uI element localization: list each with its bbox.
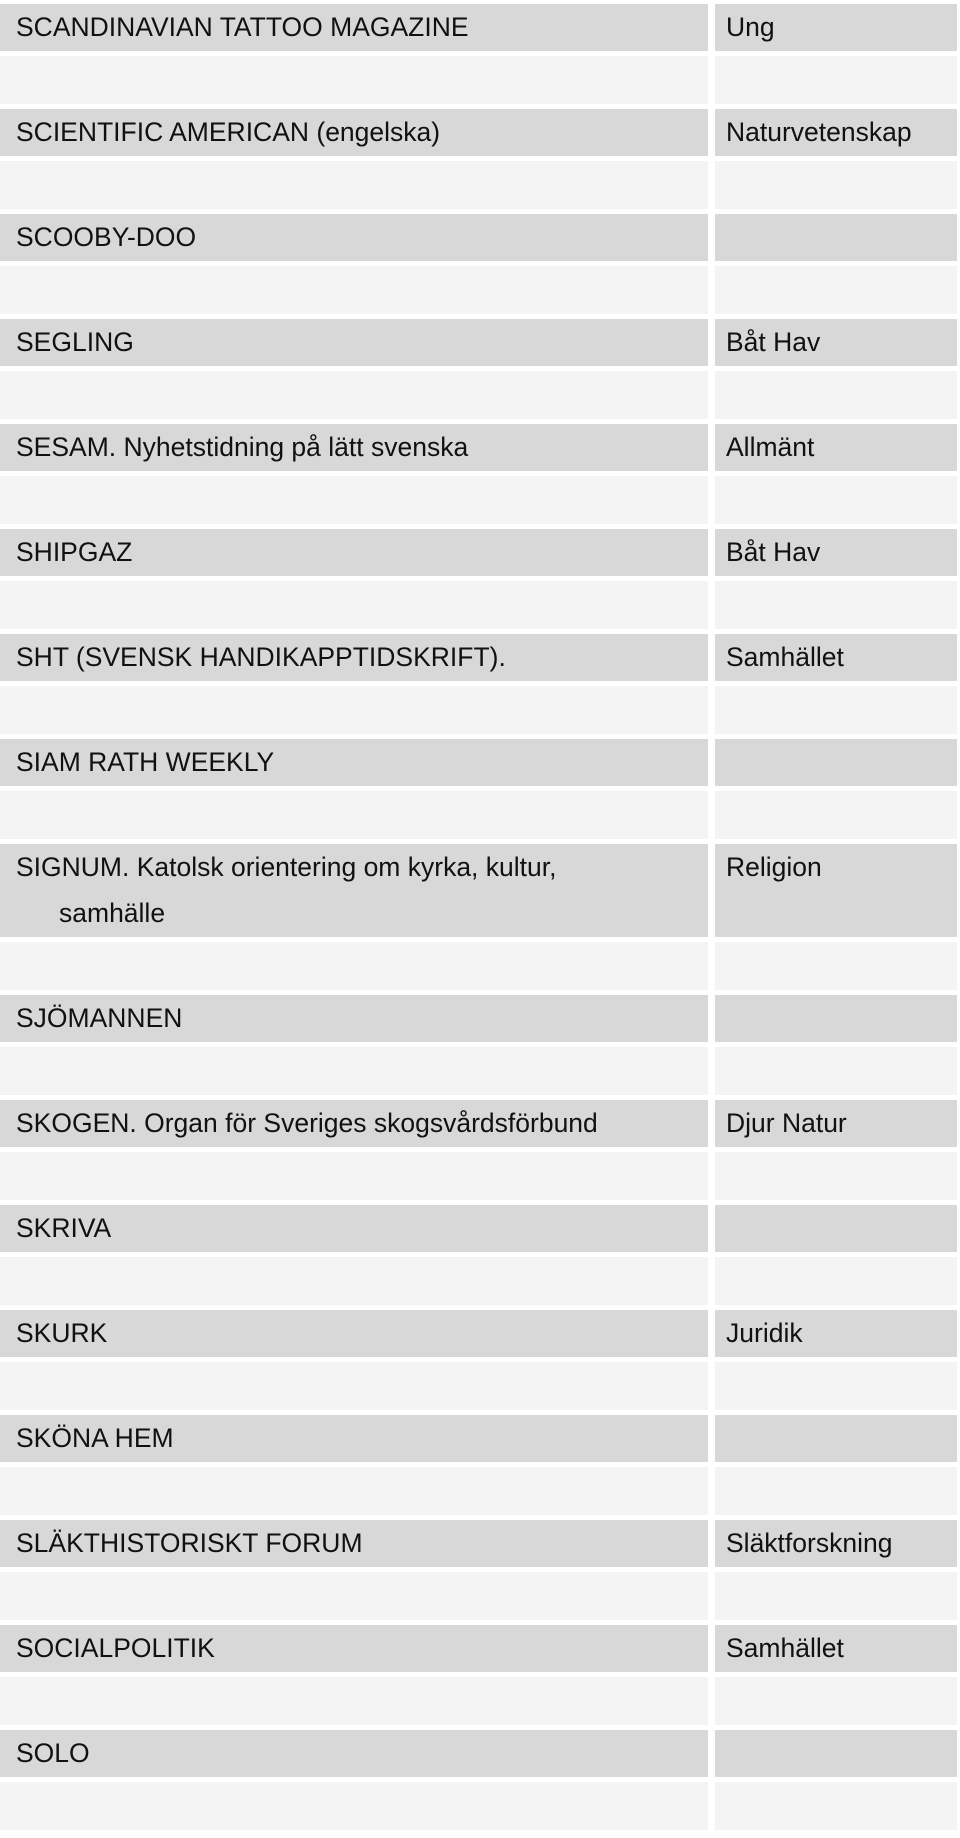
table-spacer-row: [0, 938, 960, 991]
title-column-cell: [0, 1411, 715, 1463]
category-column-cell: [715, 1516, 960, 1568]
magazine-title: SIAM RATH WEEKLY: [16, 747, 275, 777]
category-column-cell: [715, 1726, 960, 1778]
magazine-category: Djur Natur: [726, 1108, 847, 1138]
title-column-cell: [0, 1621, 715, 1673]
table-spacer-row: [0, 52, 960, 105]
spacer-cell: [715, 682, 960, 735]
title-column-cell: [0, 1096, 715, 1148]
spacer-cell: [0, 367, 715, 420]
table-row: [0, 525, 960, 577]
category-column-cell: [715, 991, 960, 1043]
title-column-cell: [0, 840, 715, 938]
table-spacer-row: [0, 1463, 960, 1516]
spacer-cell: [715, 1148, 960, 1201]
table-spacer-row: [0, 1043, 960, 1096]
title-column-cell: [0, 0, 715, 52]
title-column-cell: [0, 1726, 715, 1778]
category-column-cell: [715, 0, 960, 52]
title-column-cell: [0, 735, 715, 787]
magazine-title: SHT (SVENSK HANDIKAPPTIDSKRIFT).: [16, 642, 506, 672]
table-row: [0, 735, 960, 787]
spacer-cell: [0, 1253, 715, 1306]
title-column-cell: [0, 1516, 715, 1568]
spacer-cell: [0, 577, 715, 630]
table-spacer-row: [0, 1568, 960, 1621]
table-spacer-row: [0, 1778, 960, 1831]
spacer-cell: [0, 682, 715, 735]
table-spacer-row: [0, 367, 960, 420]
spacer-cell: [0, 1043, 715, 1096]
category-column-cell: [715, 420, 960, 472]
spacer-cell: [715, 938, 960, 991]
title-column-cell: [0, 630, 715, 682]
spacer-cell: [715, 1463, 960, 1516]
spacer-cell: [715, 1358, 960, 1411]
spacer-cell: [0, 1358, 715, 1411]
table-spacer-row: [0, 1358, 960, 1411]
spacer-cell: [0, 1673, 715, 1726]
table-spacer-row: [0, 262, 960, 315]
title-column-cell: [0, 991, 715, 1043]
magazine-title: SLÄKTHISTORISKT FORUM: [16, 1528, 363, 1558]
title-column-cell: [0, 1201, 715, 1253]
magazine-title: SOLO: [16, 1738, 90, 1768]
magazine-category: Religion: [726, 852, 822, 882]
category-column-cell: [715, 630, 960, 682]
table-spacer-row: [0, 577, 960, 630]
category-column-cell: [715, 735, 960, 787]
magazine-title: SCIENTIFIC AMERICAN (engelska): [16, 117, 441, 147]
spacer-cell: [715, 472, 960, 525]
magazine-title: SHIPGAZ: [16, 537, 133, 567]
table-row: [0, 1726, 960, 1778]
spacer-cell: [715, 1778, 960, 1831]
title-column-cell: [0, 420, 715, 472]
magazine-title: SOCIALPOLITIK: [16, 1633, 215, 1663]
magazine-title: SIGNUM. Katolsk orientering om kyrka, kultur,: [16, 852, 557, 882]
table-row: [0, 315, 960, 367]
table-row: [0, 1201, 960, 1253]
spacer-cell: [715, 262, 960, 315]
category-column-cell: [715, 1411, 960, 1463]
magazine-category: Samhället: [726, 1633, 844, 1663]
magazine-category: Allmänt: [726, 432, 815, 462]
magazine-title: SCANDINAVIAN TATTOO MAGAZINE: [16, 12, 469, 42]
spacer-cell: [715, 1673, 960, 1726]
spacer-cell: [715, 157, 960, 210]
magazine-title: SKÖNA HEM: [16, 1423, 174, 1453]
table-spacer-row: [0, 1673, 960, 1726]
spacer-cell: [0, 1778, 715, 1831]
table-row: [0, 1306, 960, 1358]
table-spacer-row: [0, 1253, 960, 1306]
magazine-title: SEGLING: [16, 327, 134, 357]
category-column-cell: [715, 315, 960, 367]
title-column-cell: [0, 525, 715, 577]
table-spacer-row: [0, 1148, 960, 1201]
table-row: [0, 105, 960, 157]
spacer-cell: [715, 1253, 960, 1306]
magazine-title: SESAM. Nyhetstidning på lätt svenska: [16, 432, 469, 462]
magazine-title-continued: samhälle: [59, 898, 166, 928]
title-column-cell: [0, 105, 715, 157]
table-row: [0, 1516, 960, 1568]
spacer-cell: [0, 1568, 715, 1621]
table-row: [0, 420, 960, 472]
table-spacer-row: [0, 157, 960, 210]
spacer-cell: [715, 577, 960, 630]
table-spacer-row: [0, 472, 960, 525]
table-spacer-row: [0, 787, 960, 840]
table-row: [0, 1096, 960, 1148]
spacer-cell: [0, 1148, 715, 1201]
category-column-cell: [715, 210, 960, 262]
spacer-cell: [715, 1043, 960, 1096]
spacer-cell: [715, 787, 960, 840]
spacer-cell: [715, 52, 960, 105]
magazine-category: Samhället: [726, 642, 844, 672]
category-column-cell: [715, 1201, 960, 1253]
title-column-cell: [0, 315, 715, 367]
table-spacer-row: [0, 682, 960, 735]
magazine-category: Båt Hav: [726, 537, 821, 567]
spacer-cell: [715, 1568, 960, 1621]
title-column-cell: [0, 1306, 715, 1358]
table-row: [0, 1621, 960, 1673]
magazine-category: Ung: [726, 12, 775, 42]
magazine-title: SKOGEN. Organ för Sveriges skogsvårdsförbund: [16, 1108, 598, 1138]
magazine-category: Naturvetenskap: [726, 117, 912, 147]
table-row: [0, 0, 960, 52]
spacer-cell: [0, 262, 715, 315]
table-row: [0, 840, 960, 938]
spacer-cell: [0, 938, 715, 991]
table-row: [0, 991, 960, 1043]
magazine-title: SKRIVA: [16, 1213, 112, 1243]
category-column-cell: [715, 1306, 960, 1358]
magazine-title: SKURK: [16, 1318, 108, 1348]
category-column-cell: [715, 1621, 960, 1673]
spacer-cell: [0, 472, 715, 525]
magazine-title: SJÖMANNEN: [16, 1003, 183, 1033]
spacer-cell: [0, 157, 715, 210]
magazine-category: Båt Hav: [726, 327, 821, 357]
table-row: [0, 210, 960, 262]
magazine-title: SCOOBY-DOO: [16, 222, 197, 252]
table-row: [0, 1411, 960, 1463]
spacer-cell: [715, 367, 960, 420]
spacer-cell: [0, 1463, 715, 1516]
category-column-cell: [715, 105, 960, 157]
spacer-cell: [0, 52, 715, 105]
category-column-cell: [715, 525, 960, 577]
magazine-category: Juridik: [726, 1318, 803, 1348]
table-row: [0, 630, 960, 682]
category-column-cell: [715, 1096, 960, 1148]
spacer-cell: [0, 787, 715, 840]
category-column-cell: [715, 840, 960, 938]
title-column-cell: [0, 210, 715, 262]
magazine-category: Släktforskning: [726, 1528, 893, 1558]
